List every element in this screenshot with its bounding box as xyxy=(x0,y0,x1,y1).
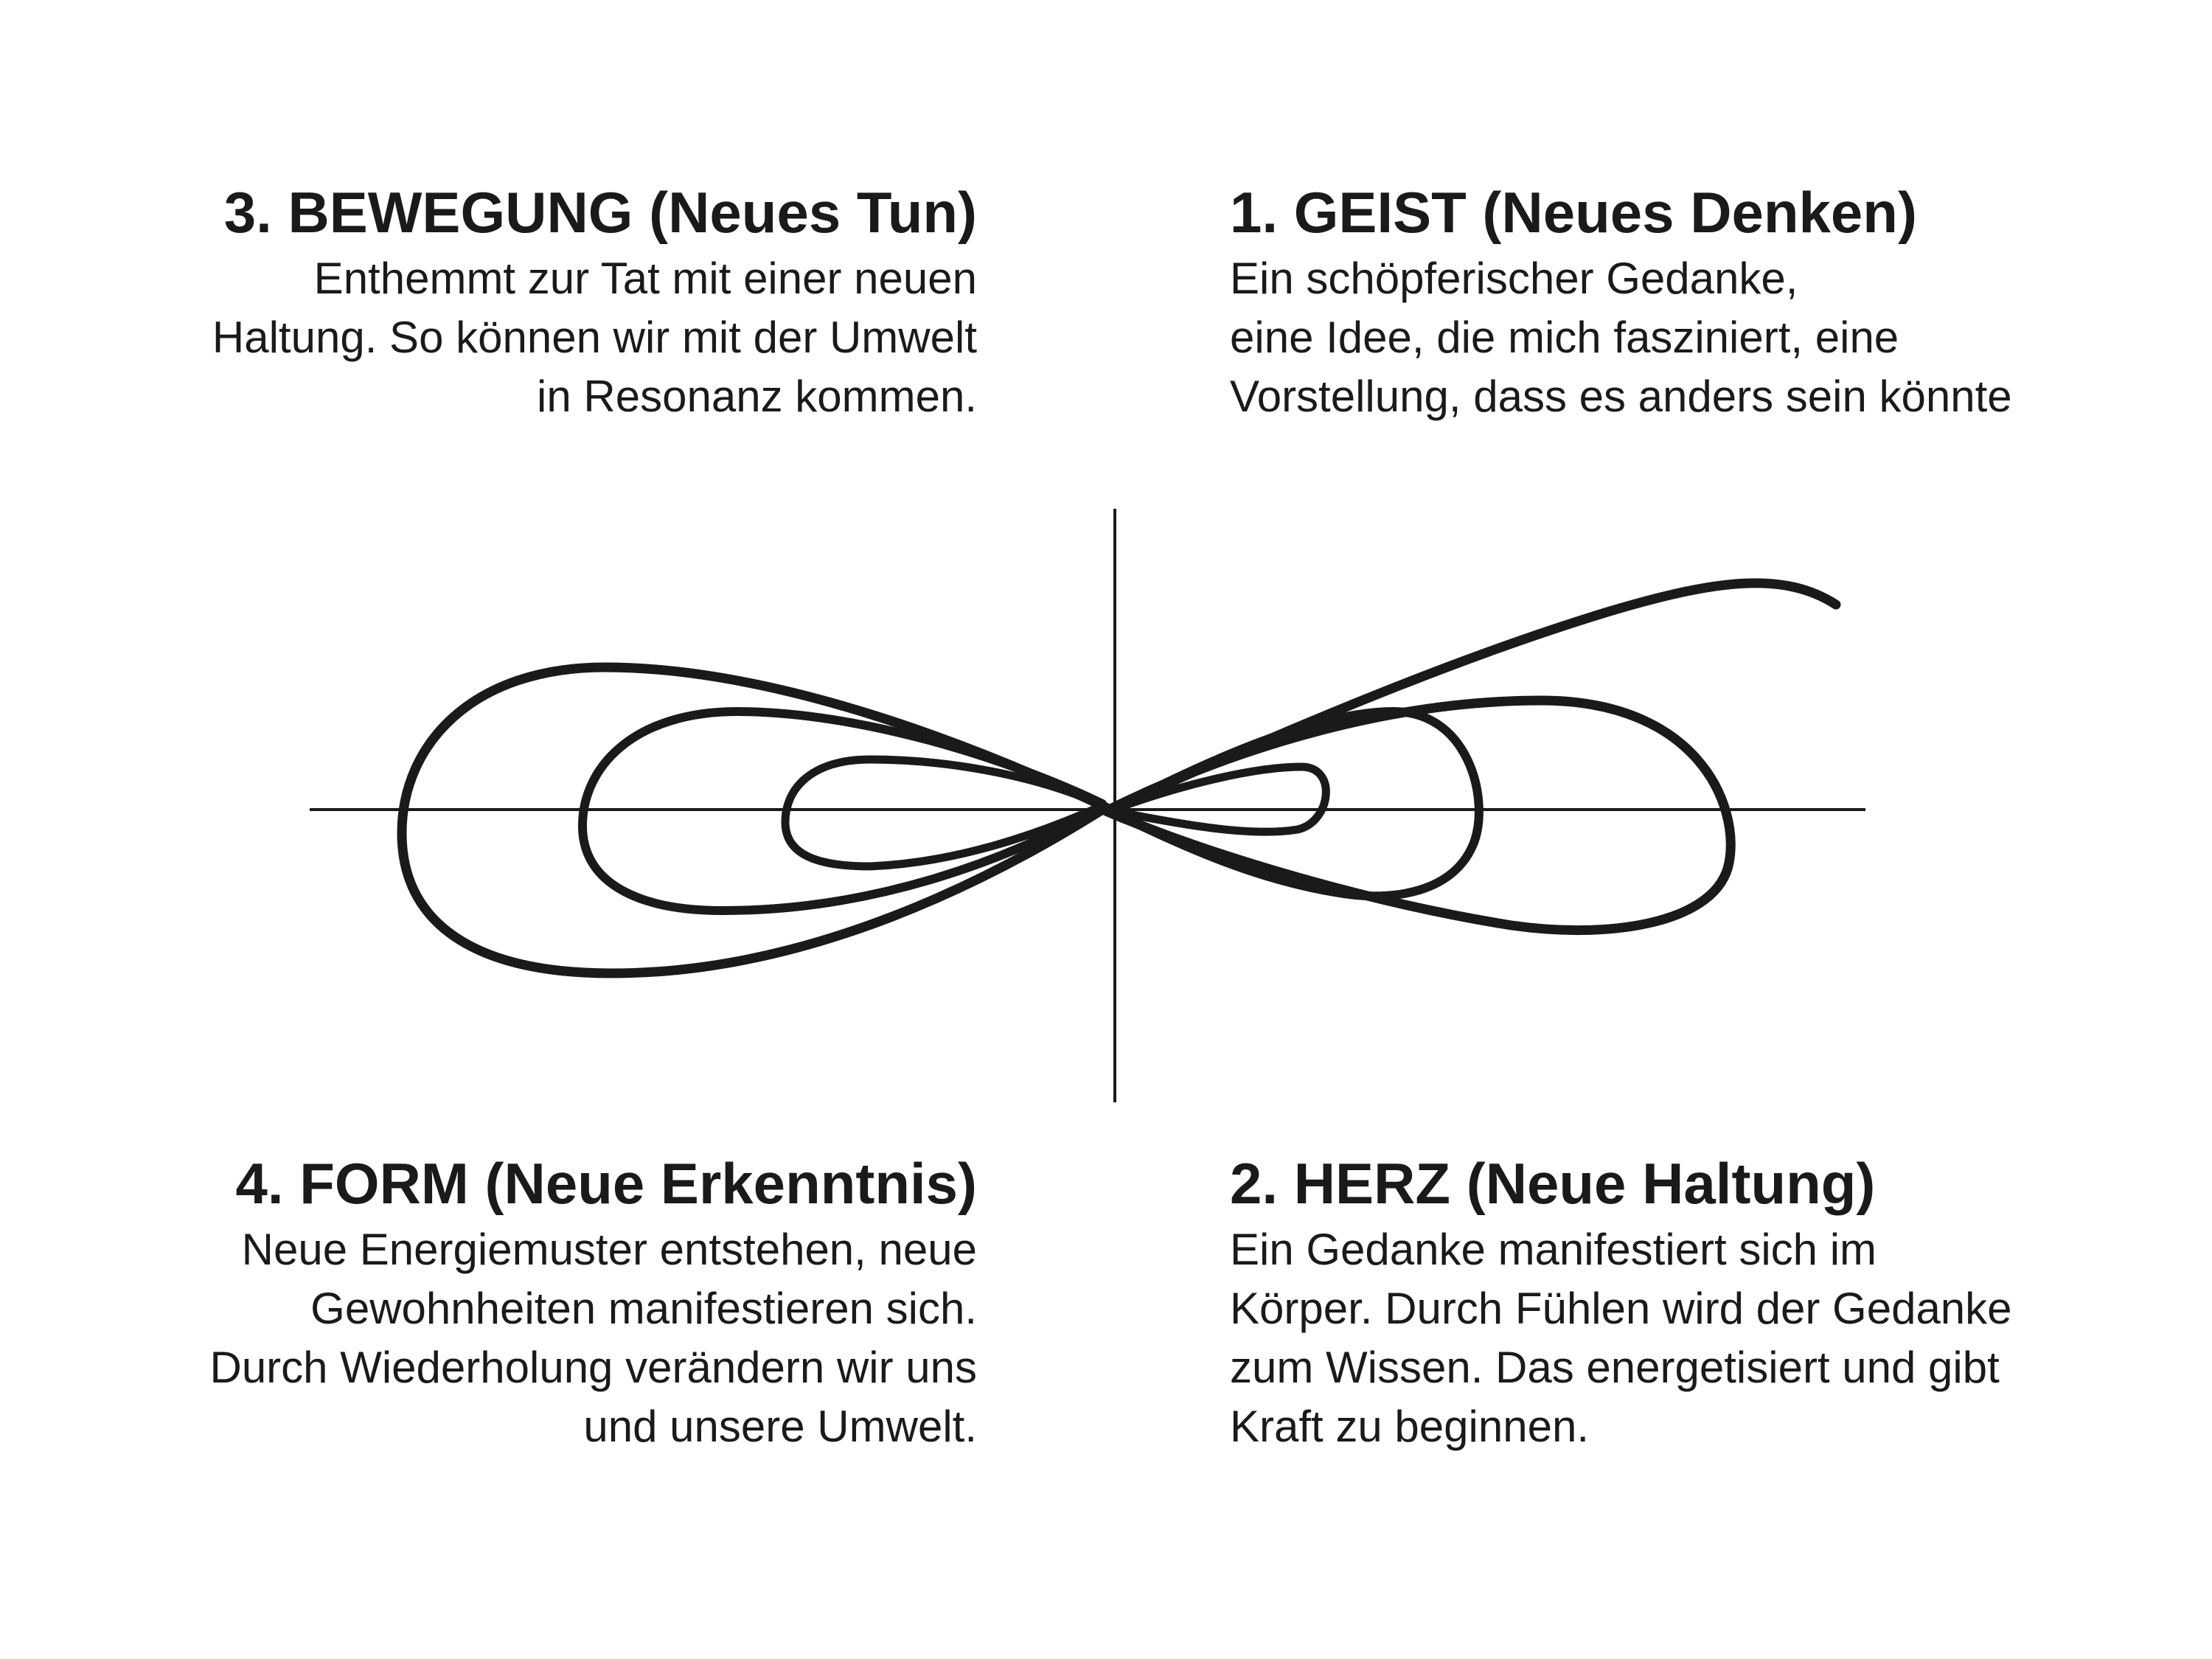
quadrant-heading: 3. BEWEGUNG (Neues Tun) xyxy=(223,180,977,245)
quadrant-text-line: Haltung. So können wir mit der Umwelt xyxy=(212,313,977,362)
quadrant-text-line: Ein Gedanke manifestiert sich im xyxy=(1230,1225,1877,1274)
quadrant-text-line: eine Idee, die mich fasziniert, eine xyxy=(1230,313,1899,362)
quadrant-text-line: Kraft zu beginnen. xyxy=(1230,1402,1590,1451)
quadrant-form xyxy=(18,1147,977,1456)
quadrant-text-line: Körper. Durch Fühlen wird der Gedanke xyxy=(1230,1284,2012,1333)
quadrant-heading: 2. HERZ (Neue Haltung) xyxy=(1230,1151,1876,1216)
quadrant-text-line: Enthemmt zur Tat mit einer neuen xyxy=(313,254,977,303)
quadrant-herz xyxy=(1230,1147,2188,1456)
quadrant-geist xyxy=(1230,175,2188,426)
quadrant-text-line: Ein schöpferischer Gedanke, xyxy=(1230,254,1798,303)
quadrant-bewegung xyxy=(18,175,977,426)
quadrant-text-line: zum Wissen. Das energetisiert und gibt xyxy=(1230,1343,2000,1392)
quadrant-text-line: Neue Energiemuster entstehen, neue xyxy=(241,1225,977,1274)
left-inner-loop xyxy=(785,759,1099,866)
quadrant-text-line: Durch Wiederholung verändern wir uns xyxy=(209,1343,977,1392)
quadrant-text-line: in Resonanz kommen. xyxy=(537,372,977,421)
quadrant-text-line: Gewohnheiten manifestieren sich. xyxy=(310,1284,977,1333)
quadrant-text-line: und unsere Umwelt. xyxy=(583,1402,977,1451)
quadrant-heading: 1. GEIST (Neues Denken) xyxy=(1230,180,1917,245)
quadrant-text-line: Vorstellung, dass es anders sein könnte xyxy=(1230,372,2012,421)
quadrant-heading: 4. FORM (Neue Erkenntnis) xyxy=(235,1151,977,1216)
